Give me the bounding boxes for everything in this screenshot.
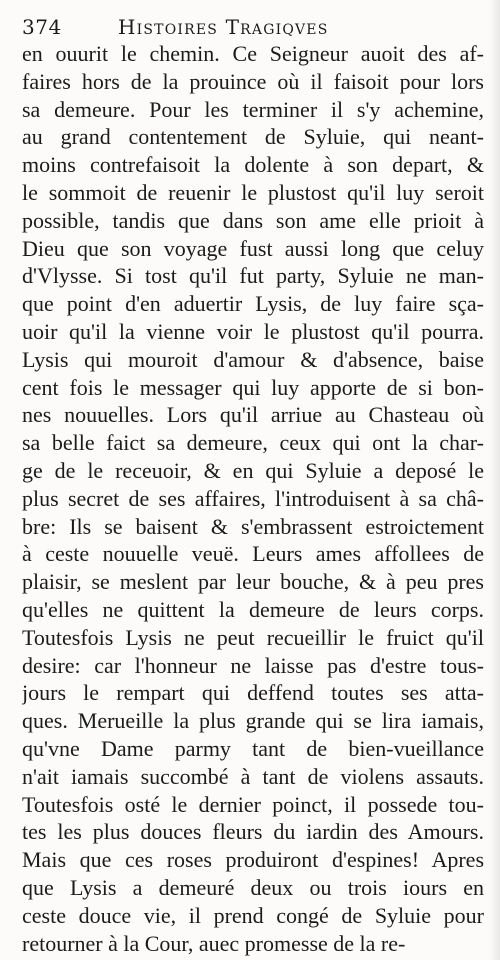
running-title: Histoires Tragiqves xyxy=(118,15,329,39)
text-line: possible, tandis que dans son ame elle prioit à xyxy=(22,207,484,233)
text-line: Dieu que son voyage fust aussi long que celuy xyxy=(22,235,484,261)
text-line: plaisir, se meslent par leur bouche, & à peu pres xyxy=(22,569,484,595)
text-line: ceste douce vie, il prend congé de Syluie pour xyxy=(22,902,484,928)
text-line: que point d'en aduertir Lysis, de luy faire sça- xyxy=(22,291,484,317)
running-head xyxy=(22,14,478,40)
text-line: à ceste nouuelle veuë. Leurs ames affollees de xyxy=(22,541,484,567)
text-line: qu'vne Dame parmy tant de bien-vueillance xyxy=(22,735,484,761)
text-line: Mais que ces roses produiront d'espines! Apres xyxy=(22,847,484,873)
text-line: Toutesfois osté le dernier poinct, il possede tou- xyxy=(22,791,484,817)
text-line: d'Vlysse. Si tost qu'il fut party, Syluie ne man- xyxy=(22,263,484,289)
text-line: uoir qu'il la vienne voir le plustost qu'il pourra. xyxy=(22,318,484,344)
text-line: Lysis qui mouroit d'amour & d'absence, baise xyxy=(22,346,484,372)
text-line: moins contrefaisoit la dolente à son depart, & xyxy=(22,152,484,178)
page-edge-shadow xyxy=(490,0,500,960)
text-line: faires hors de la prouince où il faisoit pour lors xyxy=(22,68,484,94)
text-line: que Lysis a demeuré deux ou trois iours en xyxy=(22,874,484,900)
body-text xyxy=(22,40,484,957)
text-line: Toutesfois Lysis ne peut recueillir le fruict qu'il xyxy=(22,624,484,650)
text-line: le sommoit de reuenir le plustost qu'il luy seroit xyxy=(22,179,484,205)
text-line: tes les plus douces fleurs du iardin des Amours. xyxy=(22,819,484,845)
text-line: ge de le receuoir, & en qui Syluie a deposé le xyxy=(22,457,484,483)
text-line: au grand contentement de Syluie, qui neant- xyxy=(22,124,484,150)
text-line: desire: car l'honneur ne laisse pas d'estre tous- xyxy=(22,652,484,678)
text-line: plus secret de ses affaires, l'introduisent à sa châ- xyxy=(22,485,484,511)
text-line: n'ait iamais succombé à tant de violens assauts. xyxy=(22,763,484,789)
text-line: qu'elles ne quittent la demeure de leurs corps. xyxy=(22,596,484,622)
text-line: jours le rempart qui deffend toutes ses atta- xyxy=(22,680,484,706)
page-number: 374 xyxy=(22,15,62,39)
text-line: retourner à la Cour, auec promesse de la re- xyxy=(22,930,406,956)
text-line: bre: Ils se baisent & s'embrassent estroictement xyxy=(22,513,484,539)
text-line: sa belle faict sa demeure, ceux qui ont la char- xyxy=(22,430,484,456)
text-line: ques. Merueille la plus grande qui se lira iamais, xyxy=(22,708,484,734)
text-line: nes nouuelles. Lors qu'il arriue au Chasteau où xyxy=(22,402,484,428)
text-line: sa demeure. Pour les terminer il s'y achemine, xyxy=(22,96,484,122)
text-line: cent fois le messager qui luy apporte de si bon- xyxy=(22,374,484,400)
text-line: en ouurit le chemin. Ce Seigneur auoit des af- xyxy=(22,41,484,66)
